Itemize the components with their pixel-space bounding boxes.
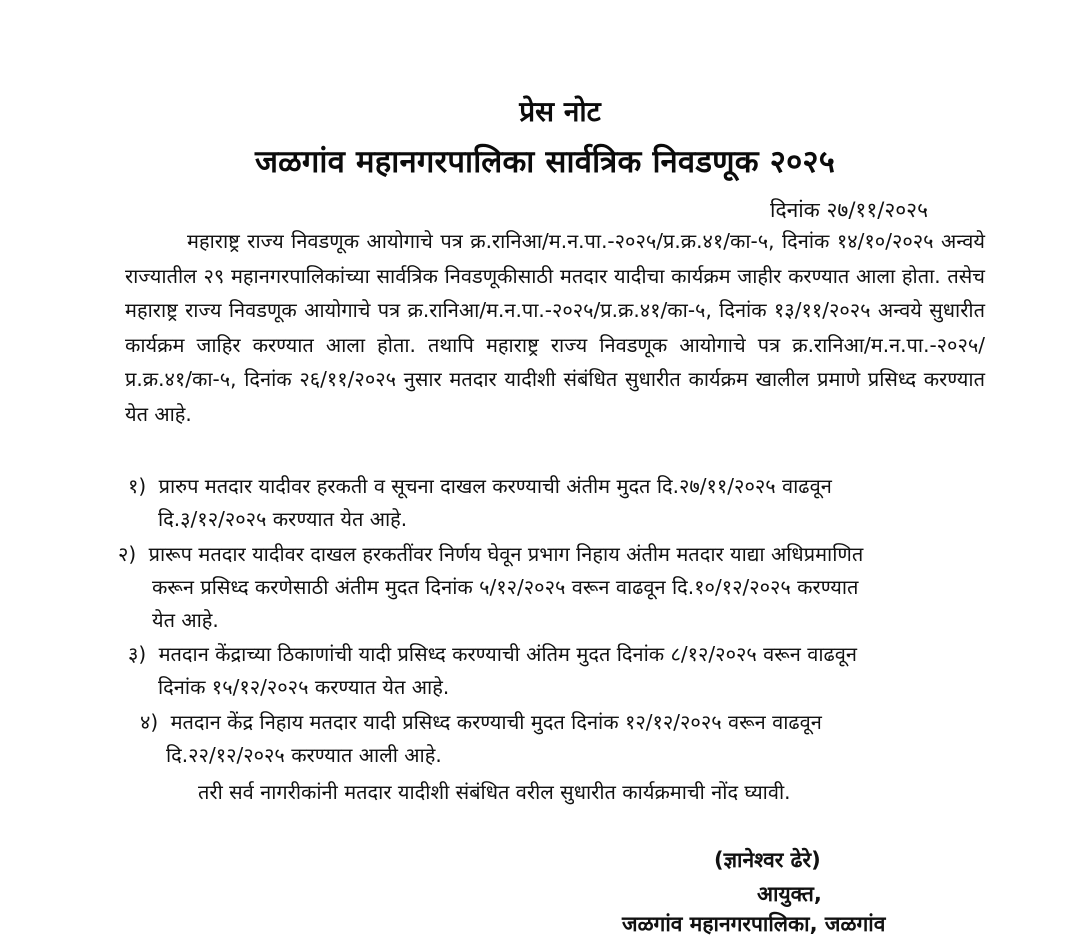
- item-text-line1: मतदान केंद्राच्या ठिकाणांची यादी प्रसिध्द करण्याची अंतिम मुदत दिनांक ८/१२/२०२५ वरून वाढवून: [158, 642, 858, 666]
- list-item: [128, 638, 988, 704]
- item-number: ४): [140, 710, 159, 734]
- date-line: दिनांक २७/११/२०२५: [770, 198, 928, 222]
- signatory-designation: आयुक्त,: [757, 882, 822, 906]
- item-text-line2: दिनांक १५/१२/२०२५ करण्यात येत आहे.: [158, 675, 450, 699]
- list-item: [128, 470, 988, 536]
- item-text-line1: प्रारुप मतदार यादीवर हरकती व सूचना दाखल करण्याची अंतीम मुदत दि.२७/११/२०२५ वाढवून: [158, 474, 832, 498]
- item-text-line3: येत आहे.: [152, 608, 219, 632]
- item-text-line2: दि.२२/१२/२०२५ करण्यात आली आहे.: [166, 743, 442, 767]
- item-number: ३): [128, 642, 147, 666]
- item-text-line2: करून प्रसिध्द करणेसाठी अंतीम मुदत दिनांक ५/१२/२०२५ वरून वाढवून दि.१०/१२/२०२५ करण्यात: [152, 575, 859, 599]
- heading: प्रेस नोट: [519, 95, 601, 128]
- list-item: [140, 706, 990, 772]
- subheading: जळगांव महानगरपालिका सार्वत्रिक निवडणूक २०२५: [254, 144, 836, 180]
- signatory-office: जळगांव महानगरपालिका, जळगांव: [622, 912, 886, 936]
- item-text-line1: प्रारूप मतदार यादीवर दाखल हरकतींवर निर्णय घेवून प्रभाग निहाय अंतीम मतदार याद्या अधिप्रमाणित: [148, 542, 864, 566]
- list-item: [118, 538, 998, 637]
- signatory-name: (ज्ञानेश्वर ढेरे): [714, 848, 821, 872]
- closing-line: तरी सर्व नागरीकांनी मतदार यादीशी संबंधित वरील सुधारीत कार्यक्रमाची नोंद घ्यावी.: [198, 780, 791, 804]
- item-number: १): [128, 474, 147, 498]
- body-paragraph: महाराष्ट्र राज्य निवडणूक आयोगाचे पत्र क्र.रानिआ/म.न.पा.-२०२५/प्र.क्र.४१/का-५, दिनांक १४/१०/२०२५ अन्वये राज्यातील २९ महानगरपालिकांच्या सार्वत्रिक निवडणूकीसाठी मतदार यादीचा कार्यक्रम जाहीर करण्यात आला होता. तसेच महाराष्ट्र राज्य निवडणूक आयोगाचे पत्र क्र.रानिआ/म.न.पा.-२०२५/प्र.क्र.४१/का-५, दिनांक १३/११/२०२५ अन्वये सुधारीत कार्यक्रम जाहिर करण्यात आला होता. तथापि महाराष्ट्र राज्य निवडणूक आयोगाचे पत्र क्र.रानिआ/म.न.पा.-२०२५/प्र.क्र.४१/का-५, दिनांक २६/११/२०२५ नुसार मतदार यादीशी संबंधित सुधारीत कार्यक्रम खालील प्रमाणे प्रसिध्द करण्यात येत आहे.: [125, 229, 985, 426]
- item-text-line2: दि.३/१२/२०२५ करण्यात येत आहे.: [158, 507, 408, 531]
- item-text-line1: मतदान केंद्र निहाय मतदार यादी प्रसिध्द करण्याची मुदत दिनांक १२/१२/२०२५ वरून वाढवून: [170, 710, 822, 734]
- item-number: २): [118, 542, 137, 566]
